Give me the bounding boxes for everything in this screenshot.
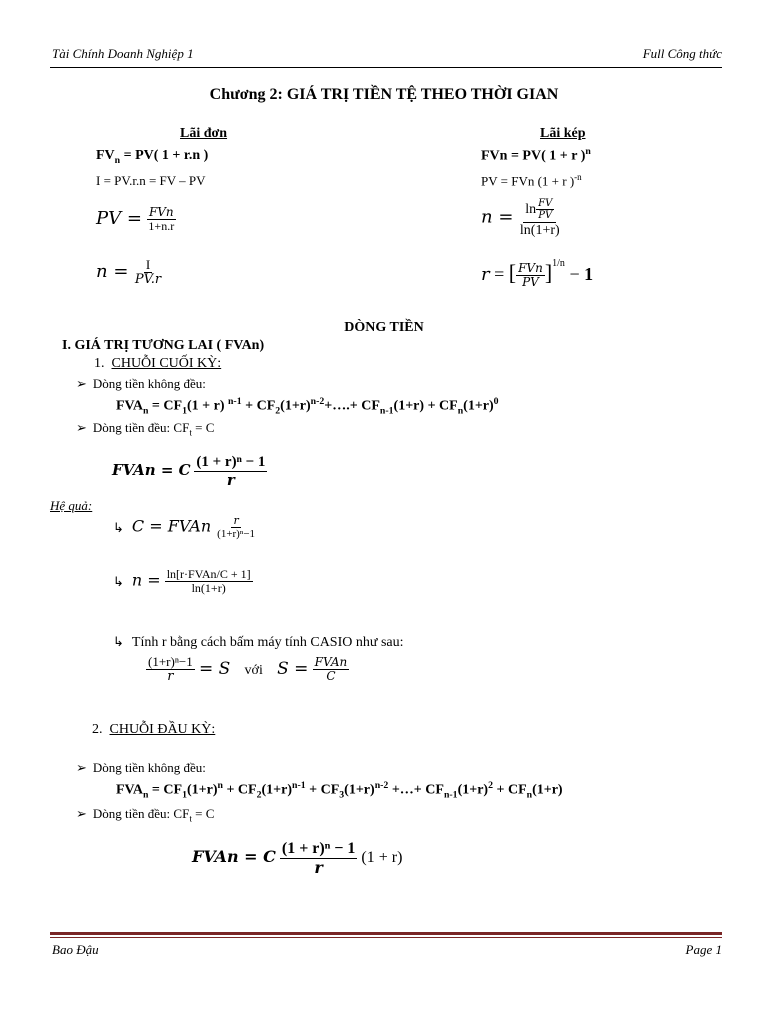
compound-n-lhs: n = bbox=[481, 206, 514, 228]
uneven2-label: Dòng tiền không đều: bbox=[92, 760, 206, 775]
fva2-num: (1 + r)ⁿ − 1 bbox=[281, 840, 356, 857]
fva2-den: r bbox=[314, 857, 323, 877]
compound-pv-formula bbox=[481, 172, 582, 189]
c2-den: ln(1+r) bbox=[191, 581, 226, 596]
compound-fv-text: FVn = PV( 1 + r ) bbox=[481, 148, 586, 164]
simple-n-lhs: n = bbox=[96, 261, 129, 283]
casio-s-den: C bbox=[326, 669, 336, 684]
simple-n-formula bbox=[96, 258, 163, 288]
c2-lhs: n = bbox=[131, 570, 161, 590]
casio-s: S = bbox=[277, 659, 309, 680]
compound-r-formula: r = [ $\frac{\text{FVn}}{PV}$ ]$^{1/n}$ − 1 bbox=[481, 258, 594, 290]
arrow-bullet-icon: ➢ bbox=[76, 760, 87, 775]
sub2-number: 2. bbox=[92, 722, 103, 737]
simple-interest-heading: Lãi đơn bbox=[180, 126, 228, 141]
arrow-bullet-icon: ➢ bbox=[76, 806, 87, 821]
casio-num: (1+r)ⁿ−1 bbox=[148, 654, 193, 669]
arrow-bullet-icon: ➢ bbox=[76, 420, 87, 435]
compound-interest-heading: Lãi kép bbox=[540, 126, 586, 141]
fva2-lhs: FVAn = C bbox=[192, 847, 276, 867]
sub1-label: CHUỖI CUỐI KỲ: bbox=[111, 356, 222, 371]
casio-eq: = S bbox=[199, 659, 231, 680]
even2-cashflow-item: ➢ Dòng tiền đều: $CF_t = C$ bbox=[76, 806, 215, 824]
compound-fv-formula bbox=[481, 146, 591, 165]
simple-pv-lhs: PV = bbox=[96, 208, 142, 230]
fva2-tail: (1 + r) bbox=[361, 849, 403, 867]
uneven2-fva-formula: $FVA_n = CF_1(1+r)^n + CF_2(1+r)^{n-1} + CF_3(1+r)^{n-2}$ +…+ $CF_{n-1}(1+r)^2 + CF_n(1+r)$ bbox=[116, 780, 563, 801]
footer-divider-thin bbox=[50, 937, 722, 938]
casio-text: Tính r bằng cách bấm máy tính CASIO như sau: bbox=[131, 635, 404, 650]
casio-den: r bbox=[167, 669, 174, 685]
sub2-label: CHUỖI ĐẦU KỲ: bbox=[109, 722, 216, 737]
casio-instruction bbox=[113, 634, 404, 651]
footer-left: Bao Đậu bbox=[52, 942, 99, 957]
compound-n-den: ln(1+r) bbox=[519, 222, 560, 238]
simple-pv-num: FVn bbox=[148, 205, 174, 219]
arrow-bullet-icon: ➢ bbox=[76, 376, 87, 391]
c2-num: ln[r·FVAn/C + 1] bbox=[166, 567, 251, 581]
hand-arrow-icon: ↳ bbox=[113, 519, 124, 535]
fva-even-formula bbox=[112, 454, 267, 489]
c1-num: r bbox=[233, 514, 239, 527]
c1-lhs: C = FVAn bbox=[131, 516, 212, 536]
footer-divider-thick bbox=[50, 932, 722, 935]
fva-lhs: FVAn = C bbox=[112, 460, 191, 479]
simple-interest-formula: I = PV.r.n = FV – PV bbox=[96, 173, 206, 188]
section1-sub1 bbox=[94, 356, 221, 372]
compound-n-formula bbox=[481, 198, 562, 239]
corollary-c-formula bbox=[113, 515, 257, 541]
header-left: Tài Chính Doanh Nghiệp 1 bbox=[52, 46, 194, 61]
compound-n-num: ln $\frac{FV}{PV}$ bbox=[523, 198, 556, 223]
uneven-cashflow-item bbox=[76, 376, 206, 392]
sub1-number: 1. bbox=[94, 356, 105, 371]
simple-n-den: PV.r bbox=[134, 272, 162, 288]
hand-arrow-icon: ↳ bbox=[113, 573, 124, 589]
simple-fv-formula: $FV_n = PV$( 1 + r.n ) bbox=[96, 148, 209, 166]
hand-arrow-icon: ↳ bbox=[113, 634, 124, 649]
corollary-label: Hệ quả: bbox=[50, 498, 93, 513]
corollary-n-formula bbox=[113, 568, 253, 596]
section1-sub2 bbox=[92, 722, 215, 738]
simple-pv-den: 1+n.r bbox=[148, 219, 175, 234]
fva-num: (1 + r)ⁿ − 1 bbox=[196, 454, 266, 470]
casio-s-num: FVAn bbox=[314, 655, 348, 670]
footer-right: Page 1 bbox=[685, 942, 722, 957]
casio-with: với bbox=[244, 663, 263, 679]
uneven2-cashflow-item bbox=[76, 760, 206, 776]
fva-den: r bbox=[226, 470, 235, 489]
uneven-fva-formula: $FVA_n = CF_1(1 + r) ^{n-1}$ + $CF_2(1+r)^{n-2}+\dots.+ CF_{n-1}(1+r) + CF_n(1+r)^0$ bbox=[116, 396, 499, 417]
simple-n-num: I bbox=[145, 257, 151, 272]
compound-fv-exp: n bbox=[585, 146, 591, 157]
header-right: Full Công thức bbox=[642, 46, 722, 61]
header-divider bbox=[50, 67, 722, 68]
uneven-label: Dòng tiền không đều: bbox=[92, 376, 206, 391]
section1-title: I. GIÁ TRỊ TƯƠNG LAI ( FVAn) bbox=[62, 338, 265, 353]
compound-pv-exp: -n bbox=[574, 172, 582, 182]
compound-pv-text: PV = FVn (1 + r ) bbox=[481, 173, 575, 189]
simple-pv-formula bbox=[96, 206, 176, 234]
cashflow-title: DÒNG TIỀN bbox=[344, 320, 424, 335]
fva2-even-formula bbox=[192, 840, 402, 877]
c1-den: (1+r)ⁿ−1 bbox=[217, 528, 256, 541]
casio-formula bbox=[146, 655, 349, 685]
chapter-title: Chương 2: GIÁ TRỊ TIỀN TỆ THEO THỜI GIAN bbox=[209, 86, 559, 103]
even-cashflow-item: ➢ Dòng tiền đều: $CF_t = C$ bbox=[76, 420, 215, 438]
